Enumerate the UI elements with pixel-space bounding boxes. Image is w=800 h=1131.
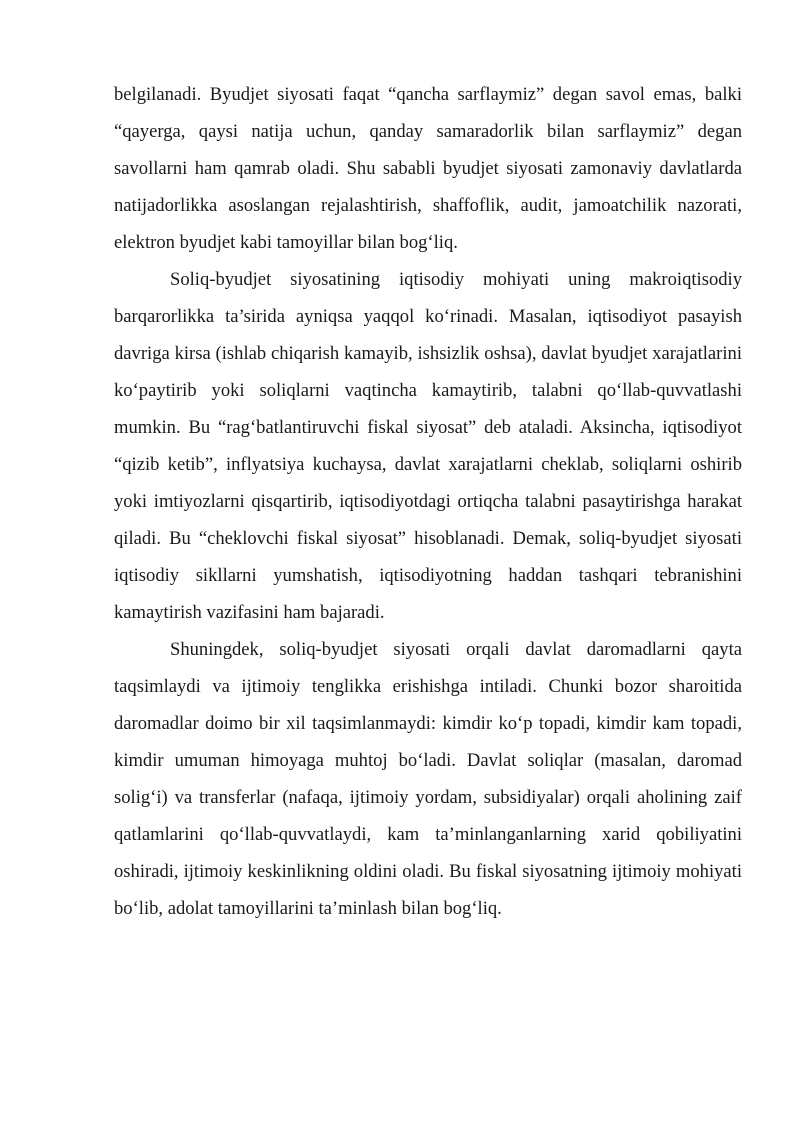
- paragraph-continuation: belgilanadi. Byudjet siyosati faqat “qancha sarflaymiz” degan savol emas, balki “qayerga, qaysi natija uchun, qanday samaradorlik bilan sarflaymiz” degan savollarni ham qamrab oladi. Shu sababli byudjet siyosati zamonaviy davlatlarda natijadorlikka asoslangan rejalashtirish, shaffoflik, audit, jamoatchilik nazorati, elektron byudjet kabi tamoyillar bilan bog‘liq.: [114, 84, 742, 253]
- paragraph-social-redistribution: Shuningdek, soliq-byudjet siyosati orqali davlat daromadlarni qayta taqsimlaydi va ijtimoiy tenglikka erishishga intiladi. Chunki bozor sharoitida daromadlar doimo bir xil taqsimlanmaydi: kimdir ko‘p topadi, kimdir kam topadi, kimdir umuman himoyaga muhtoj bo‘ladi. Davlat soliqlar (masalan, daromad solig‘i) va transferlar (nafaqa, ijtimoiy yordam, subsidiyalar) orqali aholining zaif qatlamlarini qo‘llab-quvvatlaydi, kam ta’minlanganlarning xarid qobiliyatini oshiradi, ijtimoiy keskinlikning oldini oladi. Bu fiskal siyosatning ijtimoiy mohiyati bo‘lib, adolat tamoyillarini ta’minlash bilan bog‘liq.: [114, 639, 742, 919]
- document-page: [114, 76, 742, 927]
- paragraph-macro-stability: Soliq-byudjet siyosatining iqtisodiy mohiyati uning makroiqtisodiy barqarorlikka ta’sirida ayniqsa yaqqol ko‘rinadi. Masalan, iqtisodiyot pasayish davriga kirsa (ishlab chiqarish kamayib, ishsizlik oshsa), davlat byudjet xarajatlarini ko‘paytirib yoki soliqlarni vaqtincha kamaytirib, talabni qo‘llab-quvvatlashi mumkin. Bu “rag‘batlantiruvchi fiskal siyosat” deb ataladi. Aksincha, iqtisodiyot “qizib ketib”, inflyatsiya kuchaysa, davlat xarajatlarni cheklab, soliqlarni oshirib yoki imtiyozlarni qisqartirib, iqtisodiyotdagi ortiqcha talabni pasaytirishga harakat qiladi. Bu “cheklovchi fiskal siyosat” hisoblanadi. Demak, soliq-byudjet siyosati iqtisodiy sikllarni yumshatish, iqtisodiyotning haddan tashqari tebranishini kamaytirish vazifasini ham bajaradi.: [114, 269, 742, 623]
